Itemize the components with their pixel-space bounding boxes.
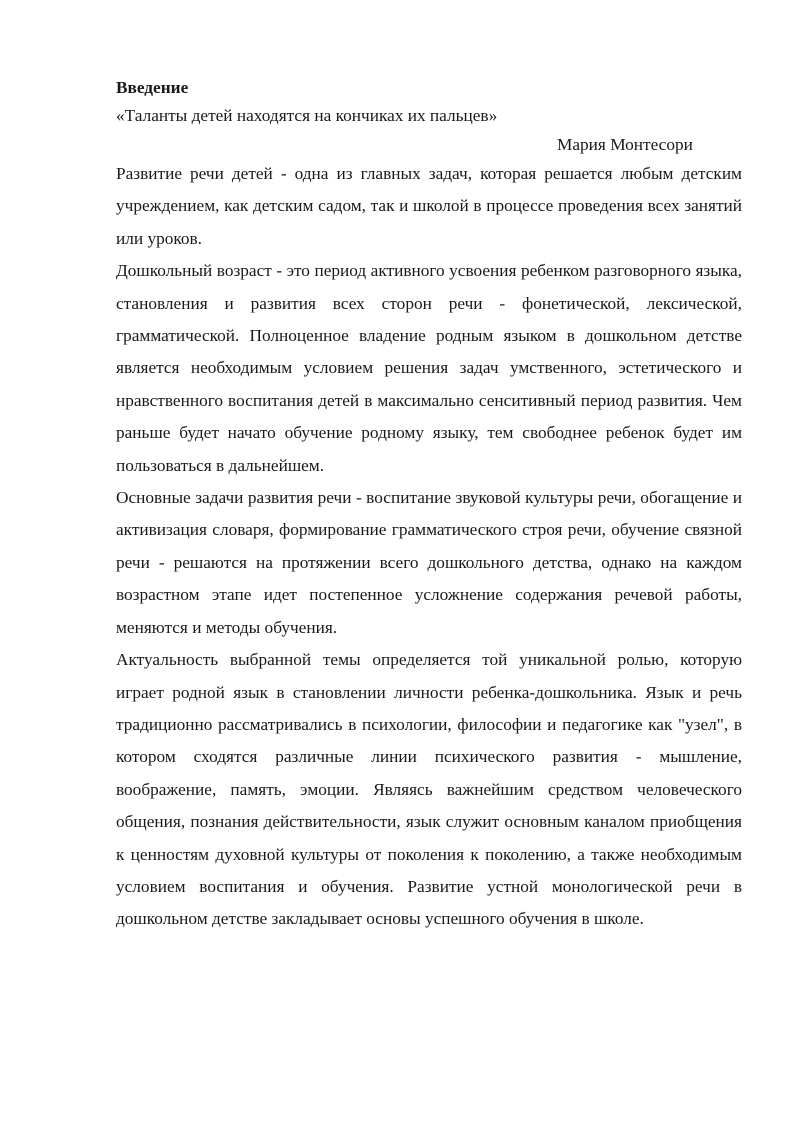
paragraph-preschool-age: Дошкольный возраст - это период активного усвоения ребенком разговорного языка, становления и развития всех сторон речи - фонетической, лексической, грамматической. Полноценное владение родным языком в дошкольном детстве является необходимым условием решения задач умственного, эстетического и нравственного воспитания детей в максимально сенситивный период развития. Чем раньше будет начато обучение родному языку, тем свободнее ребенок будет им пользоваться в дальнейшем. [116,261,742,475]
epigraph-quote: «Таланты детей находятся на кончиках их пальцев» [116,106,498,125]
epigraph-author: Мария Монтесори [557,135,693,154]
paragraph-relevance: Актуальность выбранной темы определяется той уникальной ролью, которую играет родной язык в становлении личности ребенка-дошкольника. Язык и речь традиционно рассматривались в психологии, философии и педагогике как "узел", в котором сходятся различные линии психического развития - мышление, воображение, память, эмоции. Являясь важнейшим средством человеческого общения, познания действительности, язык служит основным каналом приобщения к ценностям духовной культуры от поколения к поколению, а также необходимым условием воспитания и обучения. Развитие устной монологической речи в дошкольном детстве закладывает основы успешного обучения в школе. [116,650,742,929]
document-body [116,76,742,936]
paragraph-speech-development: Развитие речи детей - одна из главных задач, которая решается любым детским учреждением, как детским садом, так и школой в процессе проведения всех занятий или уроков. [116,164,742,248]
paragraph-main-tasks: Основные задачи развития речи - воспитание звуковой культуры речи, обогащение и активизация словаря, формирование грамматического строя речи, обучение связной речи - решаются на протяжении всего дошкольного детства, однако на каждом возрастном этапе идет постепенное усложнение содержания речевой работы, меняются и методы обучения. [116,488,742,637]
section-heading: Введение [116,78,189,97]
